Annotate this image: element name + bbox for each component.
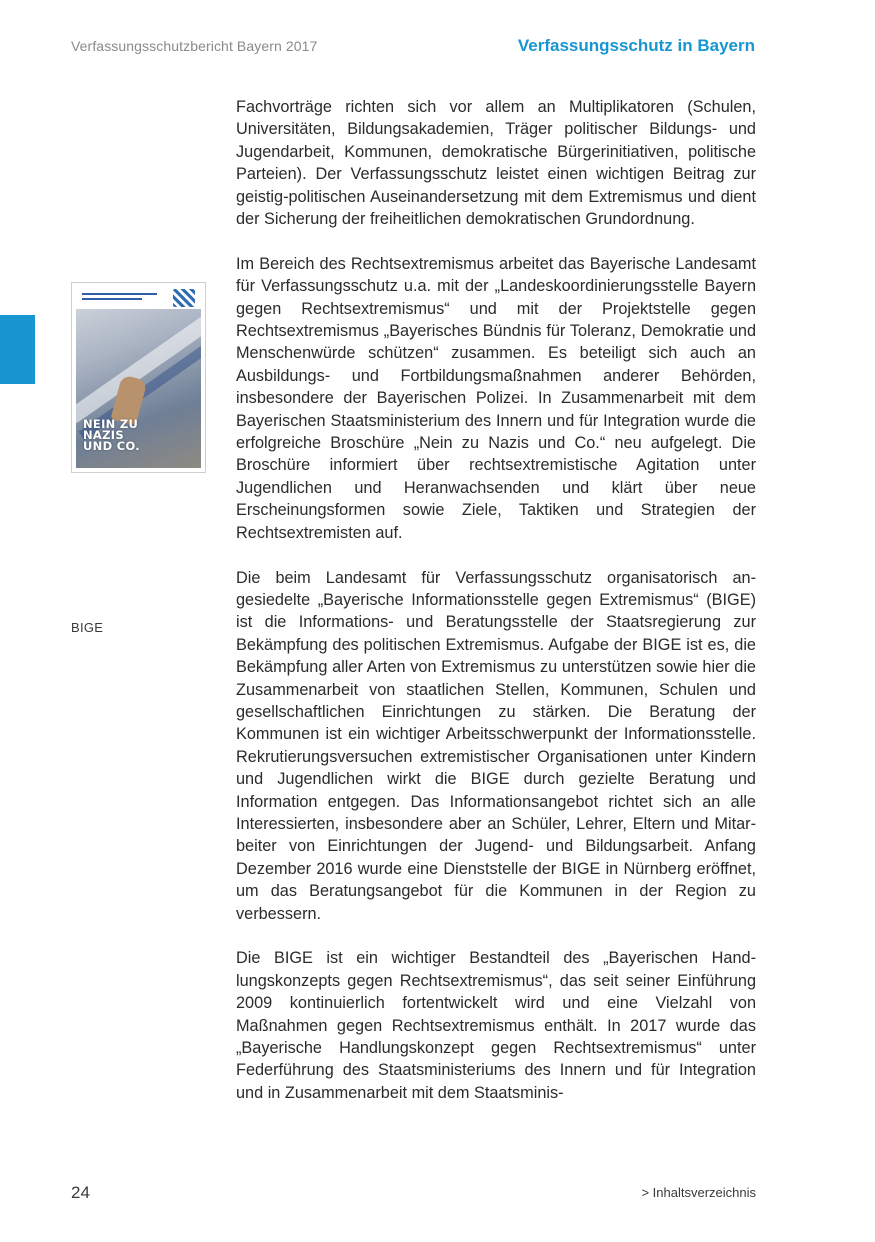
brochure-title-line-3: UND CO. (83, 439, 140, 453)
report-title: Verfassungsschutzbericht Bayern 2017 (71, 38, 318, 54)
chapter-side-tab (0, 315, 35, 384)
paragraph-2: Im Bereich des Rechtsextremismus arbeitet das Bayerische Landesamt für Verfassungsschutz u.a. mit der „Landeskoordinierungsstelle Bayern gegen Rechtsextremismus“ und mit der Projektstelle gegen Rechtsextremismus „Bayerisches Bündnis für Toleranz, Demokratie und Menschenwürde schützen“ zusammen. Es beteiligt sich auch an Ausbildungs- und Fortbildungsmaßnahmen anderer Behörden, insbesondere der Bayerischen Polizei. In Zusammenarbeit mit dem Bayerischen Staatsministerium des Innern und für Integration wurde die erfolgreiche Broschüre „Nein zu Nazis und Co.“ neu aufgelegt. Die Broschüre informiert über rechtsextremistische Agitation unter Jugendlichen und Heranwachsenden und klärt über neue Erscheinungsformen sowie Ziele, Taktiken und Strategien der Rechtsextremisten auf. (236, 254, 756, 542)
chapter-title: Verfassungsschutz in Bayern (517, 36, 755, 55)
margin-label-bige: BIGE (71, 620, 104, 635)
body-text (236, 96, 756, 1127)
cover-publisher-line (82, 293, 157, 295)
cover-top-band (76, 287, 201, 309)
brochure-title-line-2: NAZIS (83, 428, 124, 442)
page-number: 24 (71, 1183, 90, 1202)
table-of-contents-link[interactable]: > Inhaltsverzeichnis (641, 1185, 756, 1200)
brochure-title (83, 419, 197, 452)
bavarian-crest-icon (173, 289, 195, 307)
cover-publisher-line-2 (82, 298, 142, 300)
paragraph-4: Die BIGE ist ein wichtiger Bestandteil des „Bayerischen Handlungskonzepts gegen Rechtsextremismus“, das seit seiner Einführung 2009 kontinuierlich fortentwickelt wird und eine Vielzahl von Maßnahmen gegen Rechtsextremismus enthält. In 2017 wurde das „Bayerische Handlungskonzept gegen Rechtsextremismus“ unter Federführung des Staatsministeriums des Innern und für Integration und in Zusammenarbeit mit dem Staatsminis- (236, 949, 756, 1102)
paragraph-1: Fachvorträge richten sich vor allem an Multiplikatoren (Schulen, Universitäten, Bildungsakademien, Träger politischer Bildungs- und Jugendarbeit, Kommunen, demokratische Bürgerinitiativen, politische Parteien). Der Verfassungsschutz leistet einen wichtigen Beitrag zur geistig-politischen Auseinandersetzung mit dem Extremismus und dient der Sicherung der freiheitlichen demokratischen Grundordnung. (236, 98, 756, 229)
brochure-title-line-1: NEIN ZU (83, 417, 139, 431)
brochure-cover-image (71, 282, 206, 473)
paragraph-3: Die beim Landesamt für Verfassungsschutz organisatorisch angesiedelte „Bayerische Informationsstelle gegen Extremismus“ (BIGE) ist die Informations- und Beratungsstelle der Staatsregierung zur Bekämpfung des politischen Extremismus. Aufgabe der BIGE ist es, die Bekämpfung aller Arten von Extremismus zu unterstützen sowie hier die Zusammenarbeit von staatlichen Stellen, Kommunen, Schulen und gesellschaftlichen Einrichtungen zu stärken. Die Beratung der Kommunen ist ein wichtiger Arbeitsschwerpunkt der Informationsstelle. Rekrutierungsversuchen extremistischer Organisationen unter Kindern und Jugendlichen wirkt die BIGE durch gezielte Beratung und Information entgegen. Das Informationsangebot richtet sich an alle Interessierten, insbesondere aber an Schüler, Lehrer, Eltern und Mitarbeiter von Einrichtungen der Jugend- und Bildungsarbeit. Anfang Dezember 2016 wurde eine Dienststelle der BIGE in Nürnberg eröffnet, um das Beratungsangebot für die Kommunen in der Region zu verbessern. (236, 568, 756, 923)
brochure-cover-art (76, 287, 201, 468)
